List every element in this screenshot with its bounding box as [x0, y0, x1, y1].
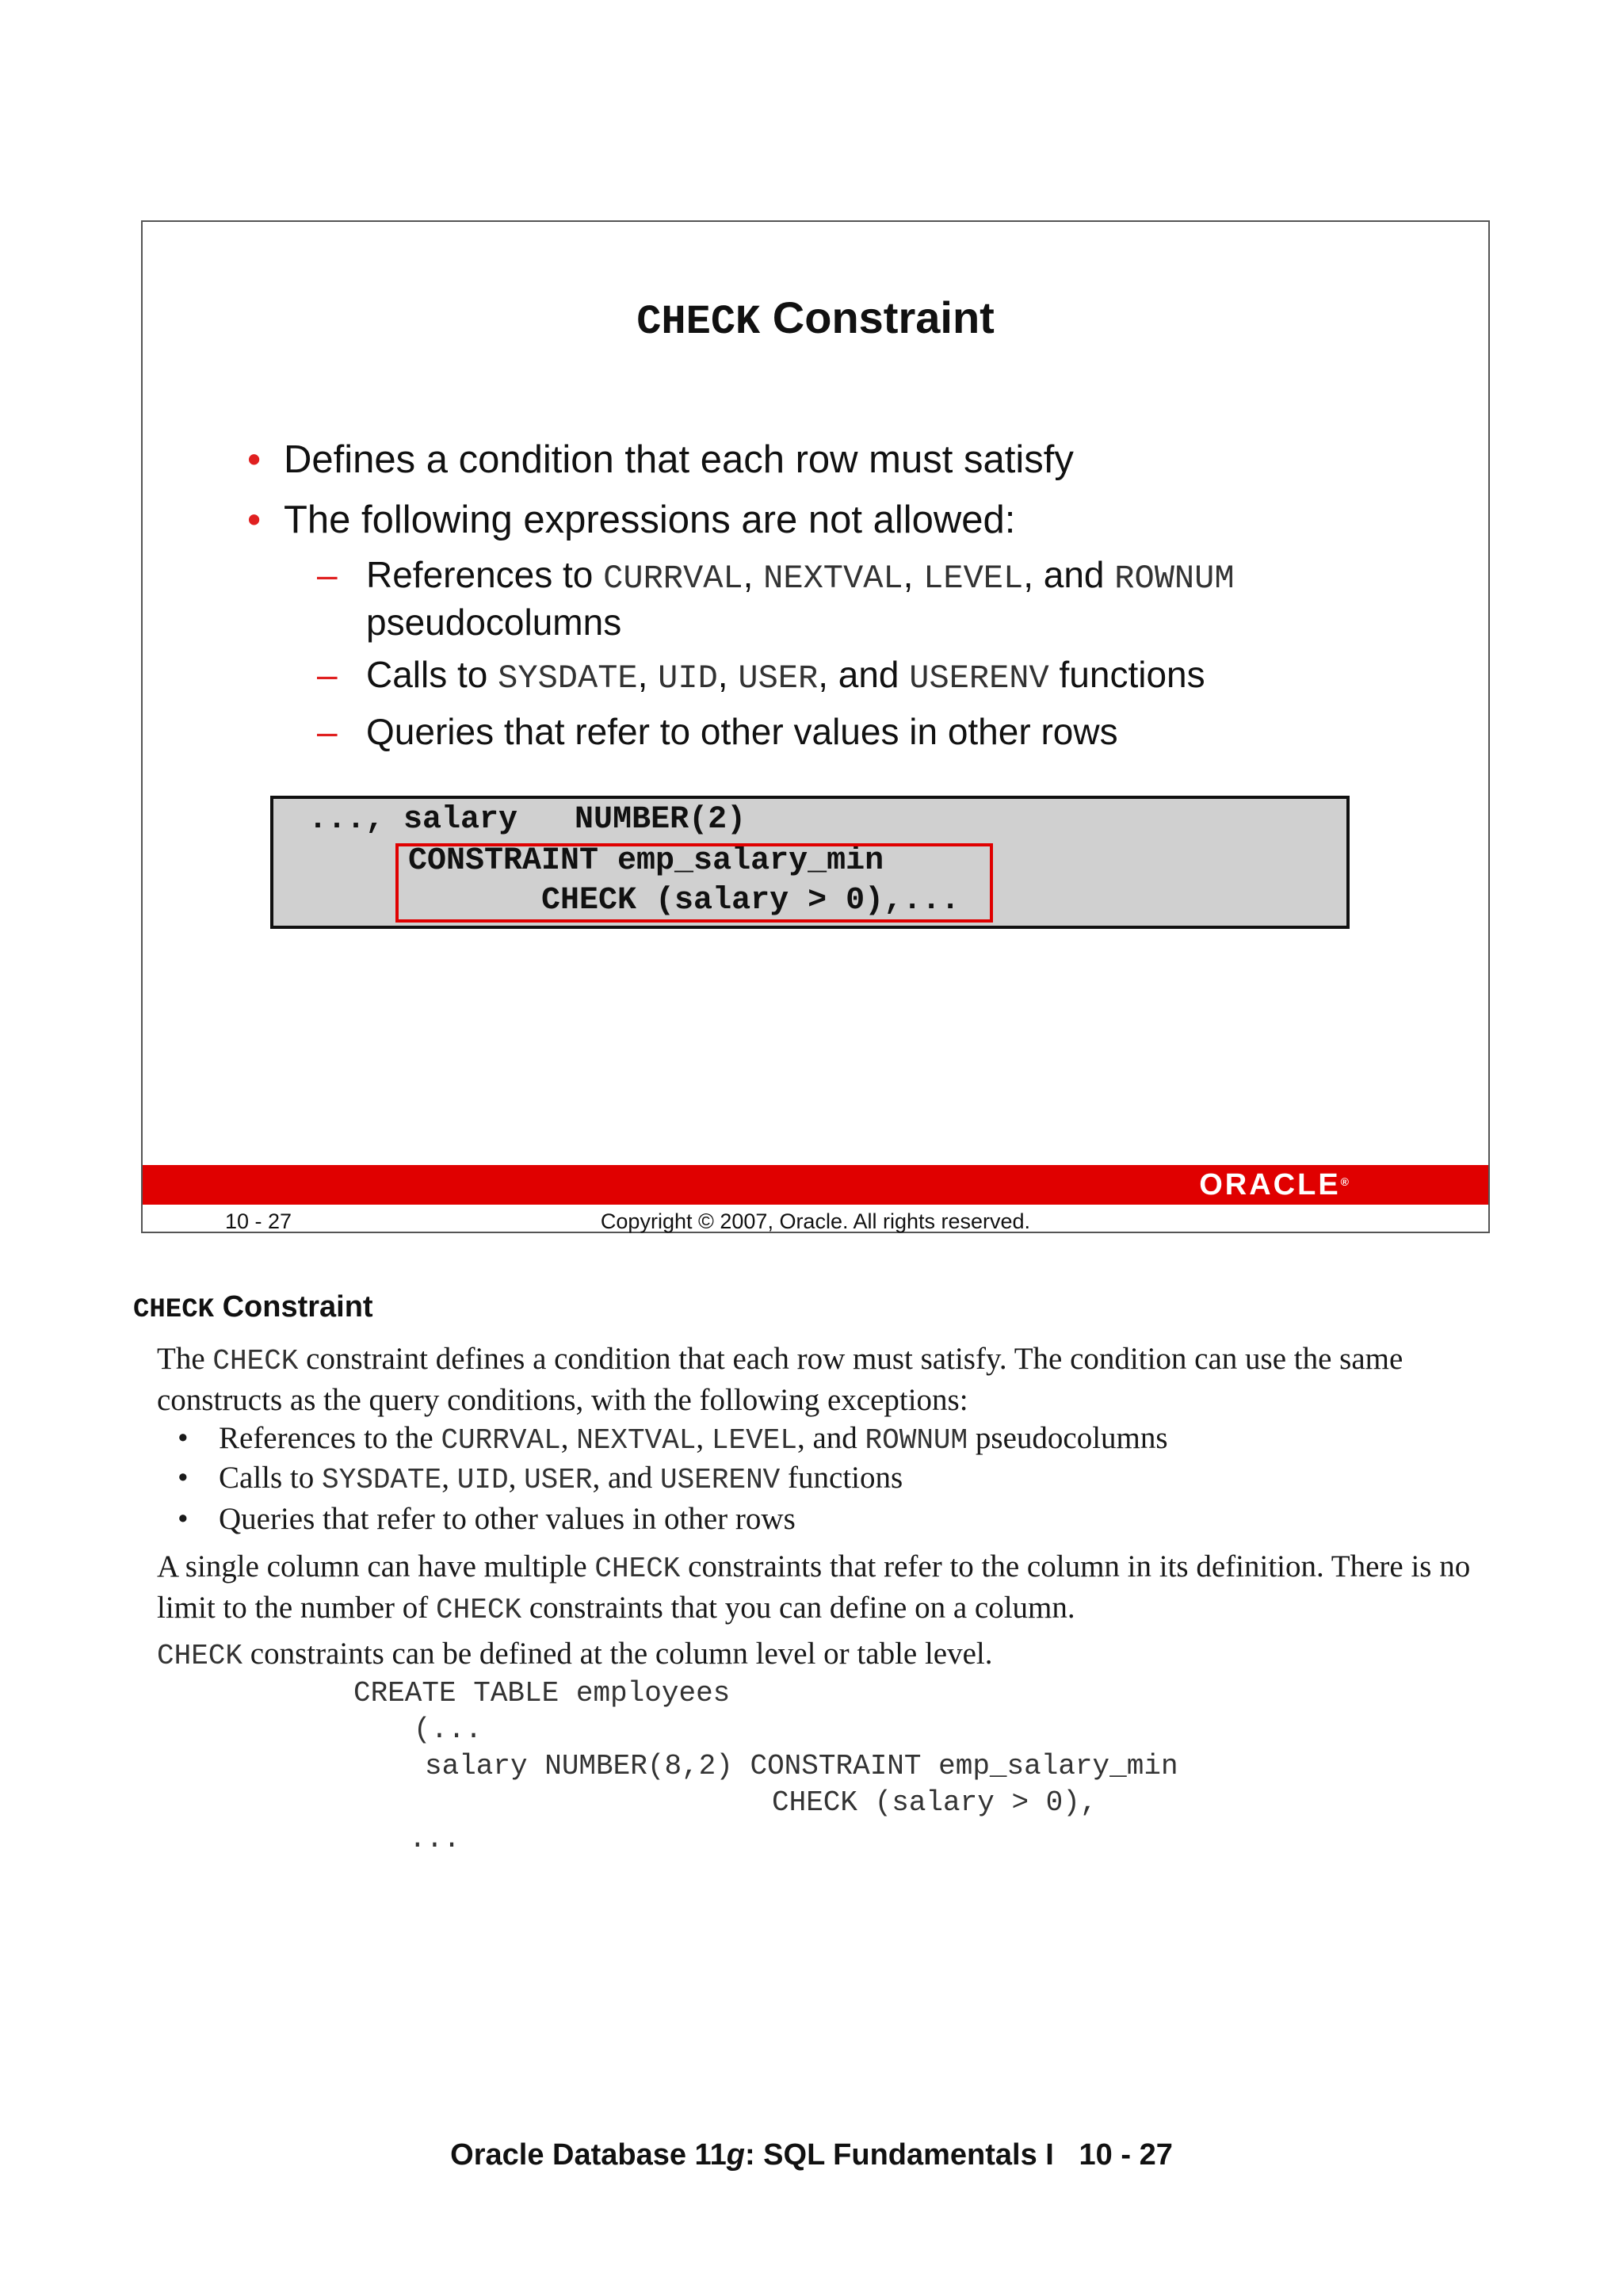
- bullet-dot-icon: •: [178, 1461, 189, 1495]
- notes-bullet: • Queries that refer to other values in other rows: [178, 1502, 796, 1536]
- sql-example-line: salary NUMBER(8,2) CONSTRAINT emp_salary_min: [425, 1750, 1178, 1782]
- notes-paragraph: The CHECK constraint defines a condition that each row must satisfy. The condition can use the same constructs as the query conditions, with the following exceptions:: [157, 1342, 1403, 1417]
- code-line: CONSTRAINT emp_salary_min: [408, 843, 884, 879]
- copyright-text: Copyright © 2007, Oracle. All rights reserved.: [600, 1209, 1031, 1233]
- slide-title: [143, 292, 1488, 346]
- bullet-dot-icon: •: [247, 438, 262, 481]
- sql-example-line: ...: [409, 1823, 460, 1855]
- slide-title-text: Constraint: [760, 292, 995, 342]
- constraint-highlight-box: [395, 843, 993, 923]
- slide-title-code: CHECK: [636, 299, 761, 346]
- slide-bullet: • Defines a condition that each row must satisfy: [247, 438, 1074, 481]
- code-line: CHECK (salary > 0),...: [408, 883, 960, 919]
- dash-icon: –: [317, 711, 338, 752]
- notes-bullet: • References to the CURRVAL, NEXTVAL, LEVEL, and ROWNUM pseudocolumns: [178, 1421, 1168, 1457]
- code-line: ..., salary NUMBER(2): [308, 802, 747, 838]
- sql-example-line: CREATE TABLE employees: [353, 1677, 731, 1710]
- slide-bullet: • The following expressions are not allowed:: [247, 499, 1016, 541]
- page-footer: Oracle Database 11g: SQL Fundamentals I 10 - 27: [450, 2138, 1173, 2172]
- bullet-dot-icon: •: [247, 499, 262, 541]
- dash-icon: –: [317, 554, 338, 595]
- notes-bullet: • Calls to SYSDATE, UID, USER, and USERENV functions: [178, 1461, 903, 1496]
- slide-panel: [141, 220, 1490, 1233]
- bullet-dot-icon: •: [178, 1421, 189, 1455]
- code-example-box: [270, 796, 1350, 929]
- slide-sub-bullet-continuation: pseudocolumns: [366, 602, 622, 643]
- notes-paragraph: CHECK constraints can be defined at the column level or table level.: [157, 1637, 993, 1672]
- notes-paragraph: A single column can have multiple CHECK constraints that refer to the column in its definition. There is no limit to the number of CHECK constraints that you can define on a column.: [157, 1549, 1471, 1626]
- oracle-logo: ORACLE®: [1199, 1168, 1349, 1201]
- sql-example-line: CHECK (salary > 0),: [772, 1786, 1098, 1819]
- notes-title: CHECK Constraint: [133, 1290, 373, 1325]
- sql-example-line: (...: [414, 1713, 483, 1746]
- slide-sub-bullet: – Calls to SYSDATE, UID, USER, and USERENV functions: [317, 654, 1205, 697]
- slide-sub-bullet: – Queries that refer to other values in other rows: [317, 711, 1118, 752]
- bullet-dot-icon: •: [178, 1502, 189, 1536]
- dash-icon: –: [317, 654, 338, 695]
- slide-sub-bullet: – References to CURRVAL, NEXTVAL, LEVEL, and ROWNUM: [317, 554, 1235, 598]
- slide-number: 10 - 27: [225, 1209, 292, 1233]
